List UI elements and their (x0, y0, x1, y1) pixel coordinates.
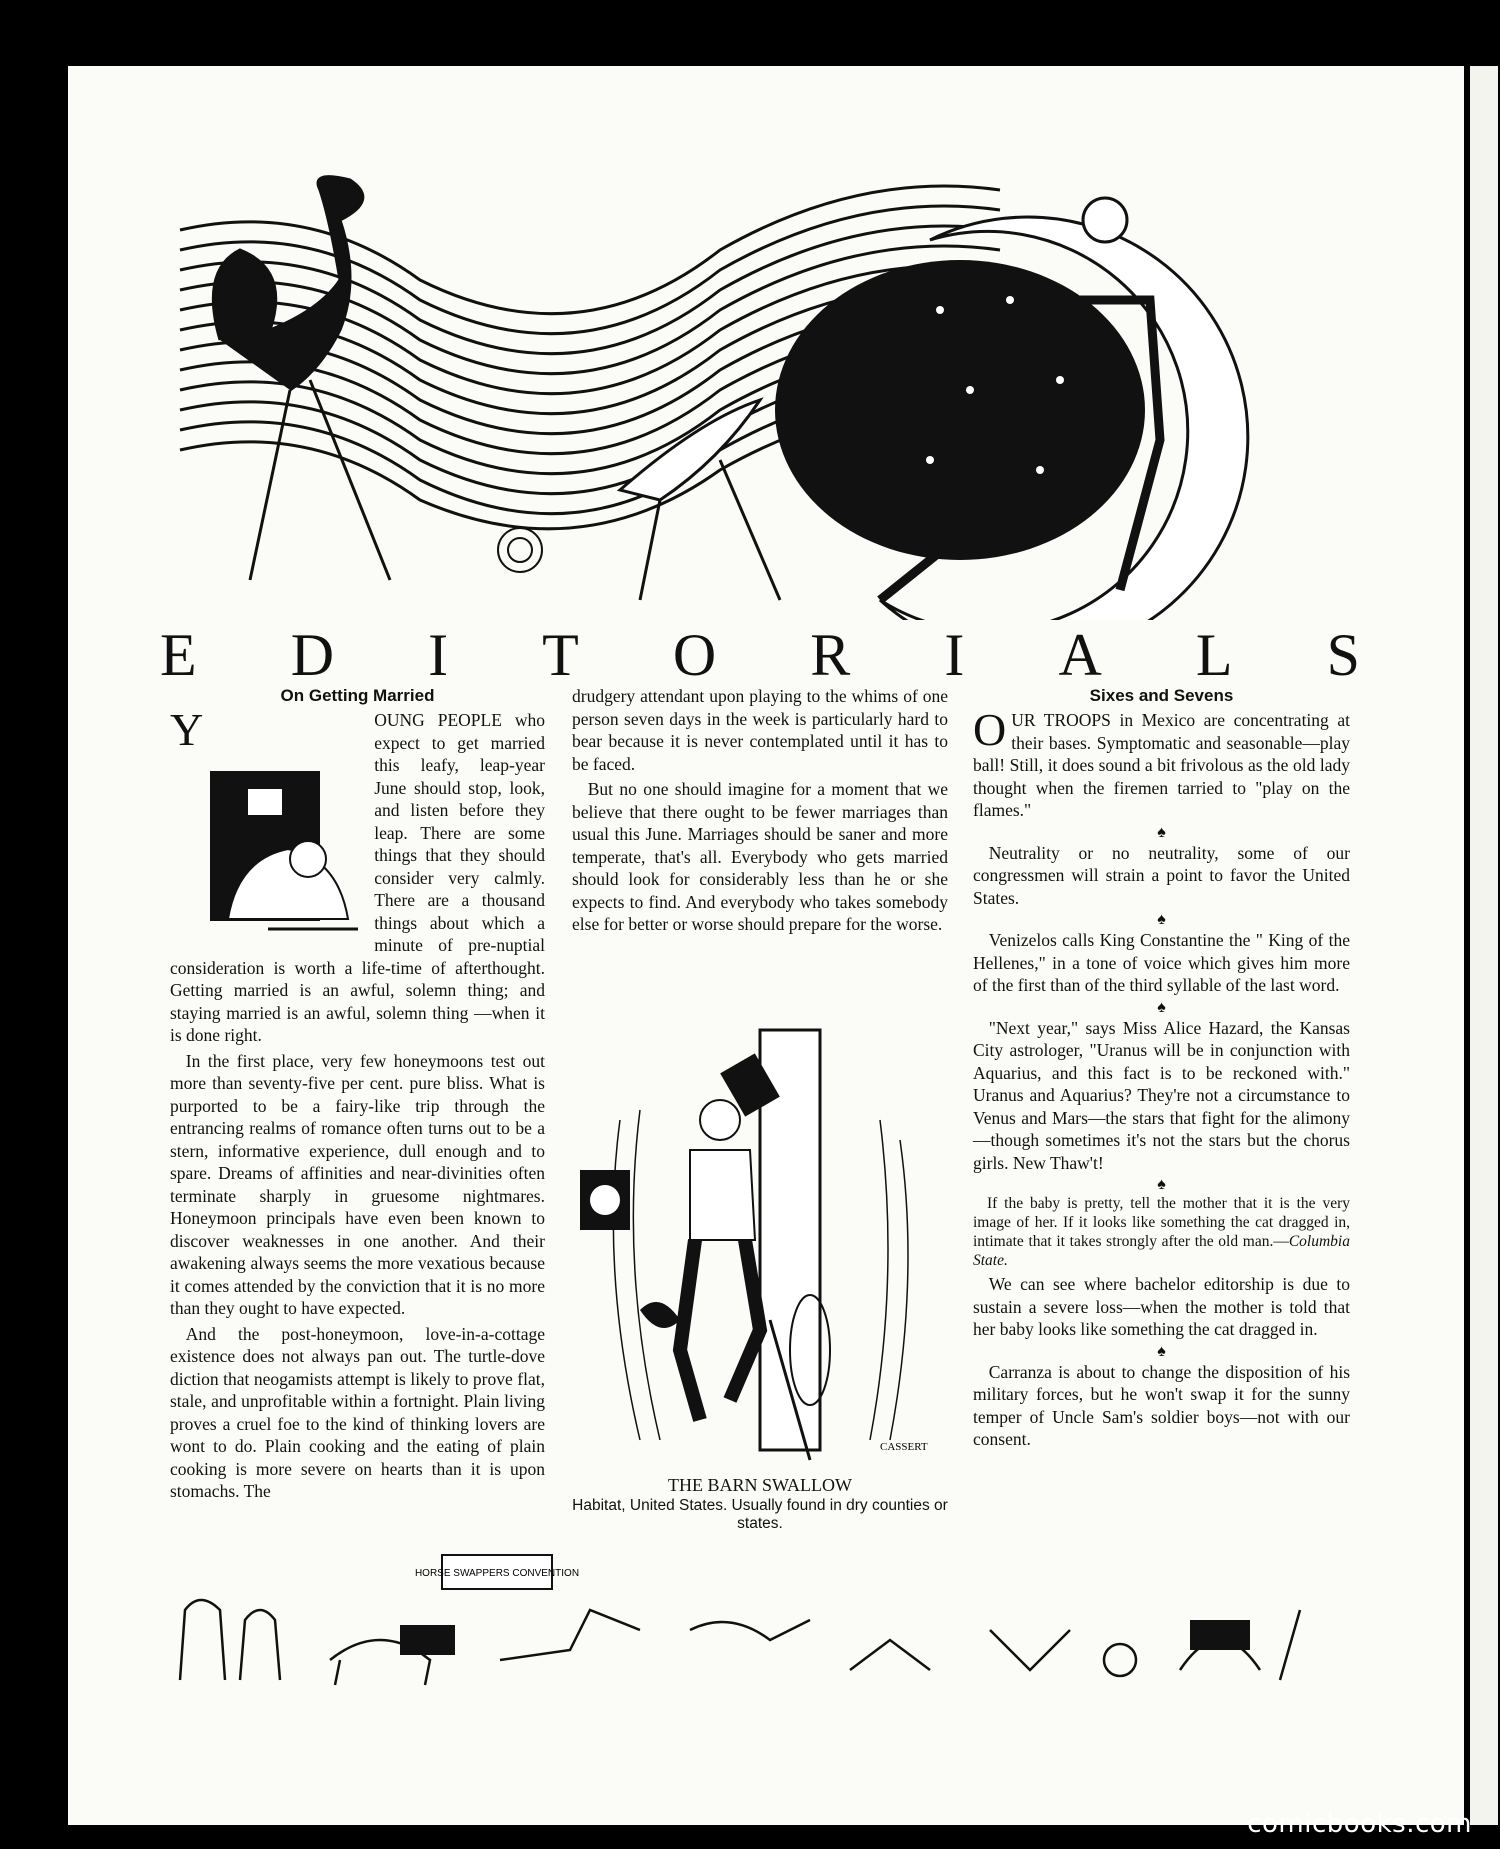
paragraph: "Next year," says Miss Alice Hazard, the Kansas City astrologer, "Uranus will be in conjunction with Aquarius, and this fact is to be reckoned with." Uranus and Aquarius? They're not a circumstance to Venus and Mars—the stars that fight for the alimony—though sometimes it's not the stars but the chorus girls. New Thaw't! (973, 1017, 1350, 1173)
drop-cap: O (973, 704, 1007, 755)
paragraph: Carranza is about to change the disposition of his military forces, but he won't swap it for the sunny temper of Uncle Sam's soldier boys—not with our consent. (973, 1361, 1350, 1449)
paragraph: We can see where bachelor editorship is due to sustain a severe loss—when the mother is told that her baby looks like something the cat dragged in. (973, 1274, 1350, 1339)
spade-separator-icon: ♠ (1157, 1342, 1166, 1360)
cartoon-title: THE BARN SWALLOW (668, 1475, 852, 1495)
column-right (973, 685, 1350, 1454)
cartoon-caption: Habitat, United States. Usually found in dry counties or states. (572, 1497, 948, 1532)
dancing-woman (775, 260, 1145, 560)
column-middle (572, 685, 948, 939)
paragraph-text: OUNG PEOPLE who expect to get married this leafy, leap-year June should stop, look, and listen before they leap. There are some things that they should consider very calmly. There are a thousand things about which a minute of pre-nuptial consideration is worth a life-time of afterthought. Getting married is an awful, solemn thing; and staying married is an awful, solemn thing —when it is done right. (170, 710, 545, 1045)
paragraph: In the first place, very few honeymoons test out more than seventy-five per cent. pure bliss. What is purported to be a fairy-like trip through the entrancing realms of romance often turns out to be a stern, informative experience, dull enough and to spare. Dreams of affinities and near-divinities often terminate sharply in gruesome nightmares. Honeymoon principals have even been known to discover weaknesses in one another. And their awakening always seems the more vexatious because it comes attended by the conviction that it is no more than they ought to have expected. (170, 1050, 545, 1318)
facing-page-edge (1470, 66, 1498, 1825)
editorial-heading: Sixes and Sevens (1089, 686, 1234, 705)
editorials-title (160, 620, 1360, 690)
convention-sign: HORSE SWAPPERS CONVENTION (414, 1568, 580, 1579)
drop-cap: Y (170, 704, 204, 755)
column-left (170, 685, 545, 1506)
header-illustration (160, 160, 1370, 620)
watermark: comicbooks.com (1247, 1809, 1472, 1839)
footer-illustration (170, 1550, 1350, 1690)
title-letter: I (944, 622, 965, 688)
paragraph (170, 704, 545, 1047)
spade-separator-icon: ♠ (1157, 823, 1166, 841)
quote-text: If the baby is pretty, tell the mother that it is the very image of her. If it looks like something the cat dragged in, intimate that it takes strongly after the old man.— (973, 1195, 1350, 1250)
quote-source: Columbia State. (973, 1233, 1350, 1269)
paragraph: And the post-honeymoon, love-in-a-cottage existence does not always pan out. The turtle-dove diction that neogamists attempt is likely to prove flat, stale, and unprofitable within a fortnight. Plain living proves a cruel foe to the kind of thinking lovers are wont to do. Plain cooking and the eating of plain cooking is more severe on hearts than it is upon stomachs. The (170, 1323, 545, 1501)
spade-separator-icon: ♠ (1157, 998, 1166, 1016)
paragraph: But no one should imagine for a moment that we believe that there ought to be fewer marriages than usual this June. Marriages should be saner and more temperate, that's all. Everybody who gets married should look for considerably less than he or she expects to find. And everybody who takes somebody else for better or worse should prepare for the worse. (572, 779, 948, 934)
title-letter: O (672, 622, 717, 688)
writer-sketch (208, 769, 366, 937)
paragraph (973, 704, 1350, 822)
title-letter: E (160, 622, 197, 688)
title-letter: I (428, 622, 449, 688)
paragraph-text: UR TROOPS in Mexico are concentrating at their bases. Symptomatic and seasonable—play ball! Still, it does sound a bit frivolous as the old lady thought when the firemen tarried to "play on the flames." (973, 710, 1350, 820)
barn-swallow-cartoon (580, 1020, 940, 1465)
quoted-paragraph (973, 1194, 1350, 1270)
cartoon-signature: CASSERT (880, 1441, 928, 1453)
title-letter: D (290, 622, 335, 688)
title-letter: A (1058, 622, 1102, 688)
editorial-heading: On Getting Married (280, 686, 435, 705)
spade-separator-icon: ♠ (1157, 1176, 1166, 1193)
title-letter: R (810, 622, 851, 688)
paragraph: Neutrality or no neutrality, some of our congressmen will strain a point to favor the United States. (973, 842, 1350, 908)
title-letter: L (1195, 622, 1233, 688)
title-letter: S (1326, 622, 1360, 688)
title-letter: T (542, 622, 579, 688)
spade-separator-icon: ♠ (1157, 911, 1166, 928)
paragraph: Venizelos calls King Constantine the " King of the Hellenes," in a tone of voice which gives him more of the first than of the third syllable of the last word. (973, 930, 1350, 995)
paragraph: drudgery attendant upon playing to the whims of one person seven days in the week is particularly hard to bear because it is never contemplated until it has to be faced. (572, 686, 948, 774)
